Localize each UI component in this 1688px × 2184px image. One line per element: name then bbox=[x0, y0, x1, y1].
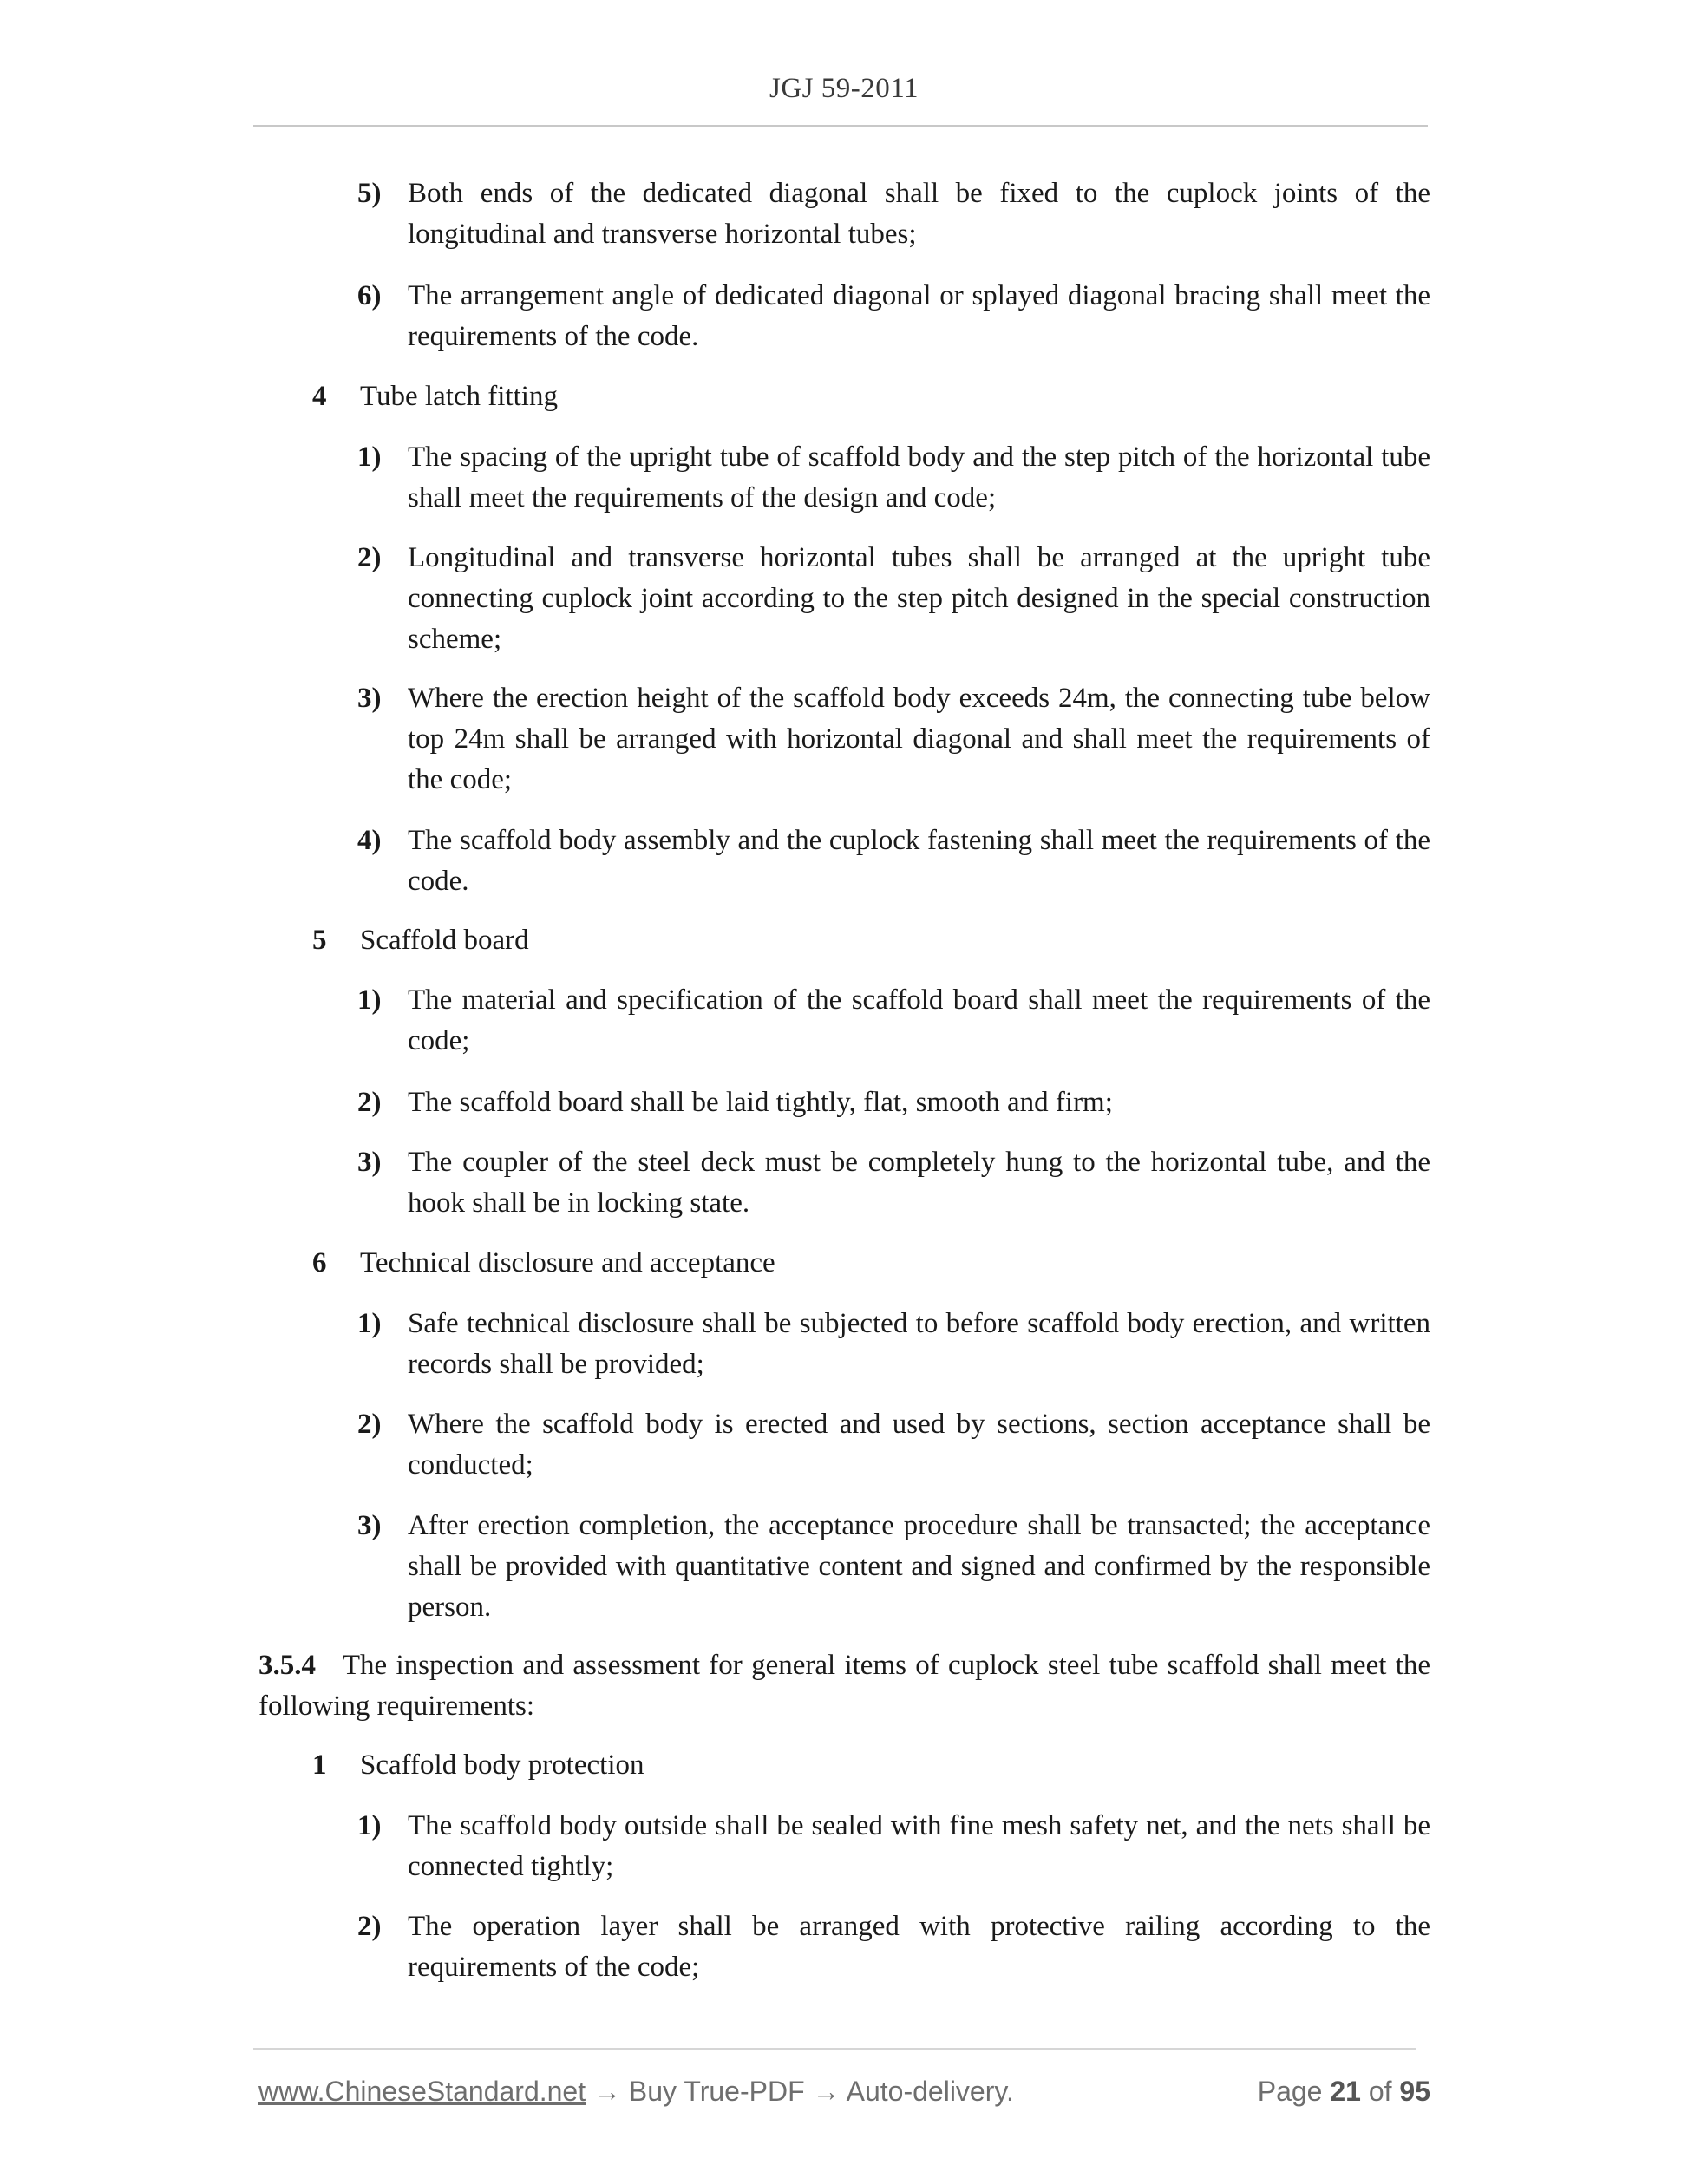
item-text: Where the scaffold body is erected and used by sections, section acceptance shall be conducted; bbox=[408, 1409, 1430, 1481]
item-text: Where the erection height of the scaffold body exceeds 24m, the connecting tube below top 24m shall be arranged with horizontal diagonal and shall meet the requirements of the code; bbox=[408, 683, 1430, 795]
item-number: 2) bbox=[357, 1911, 382, 1942]
section-heading bbox=[312, 1745, 1430, 1786]
item-text: Safe technical disclosure shall be subjected to before scaffold body erection, and written records shall be provided; bbox=[408, 1308, 1430, 1380]
item-number: 6) bbox=[357, 280, 382, 311]
item-text: The coupler of the steel deck must be completely hung to the horizontal tube, and the hook shall be in locking state. bbox=[408, 1147, 1430, 1219]
list-item bbox=[357, 821, 1430, 902]
item-number: 5) bbox=[357, 178, 382, 209]
list-item bbox=[357, 538, 1430, 660]
section-number: 1 bbox=[312, 1749, 327, 1781]
item-number: 1) bbox=[357, 1308, 382, 1339]
list-item bbox=[357, 1082, 1430, 1123]
item-text: The scaffold body assembly and the cuplock fastening shall meet the requirements of the code. bbox=[408, 825, 1430, 897]
promo-text: → Buy True-PDF → Auto-delivery. bbox=[593, 2076, 1014, 2107]
item-text: The spacing of the upright tube of scaffold body and the step pitch of the horizontal tube shall meet the requirements of the design and code; bbox=[408, 441, 1430, 513]
header-divider bbox=[253, 125, 1428, 127]
page-footer bbox=[258, 2076, 1430, 2114]
running-header: JGJ 59-2011 bbox=[769, 73, 919, 104]
item-text: After erection completion, the acceptance procedure shall be transacted; the acceptance shall be provided with quantitative content and signed and confirmed by the responsible person. bbox=[408, 1510, 1430, 1623]
section-title: Tube latch fitting bbox=[360, 381, 558, 412]
section-heading bbox=[312, 376, 1430, 417]
list-item bbox=[357, 276, 1430, 357]
list-item bbox=[357, 1506, 1430, 1628]
section-heading bbox=[312, 1243, 1430, 1284]
list-item bbox=[357, 1906, 1430, 1988]
list-item bbox=[357, 437, 1430, 519]
section-number: 4 bbox=[312, 381, 327, 412]
item-number: 1) bbox=[357, 441, 382, 473]
clause-number: 3.5.4 bbox=[258, 1650, 316, 1681]
list-item bbox=[357, 1806, 1430, 1887]
page-total: 95 bbox=[1399, 2076, 1430, 2107]
item-text: The arrangement angle of dedicated diagonal or splayed diagonal bracing shall meet the requirements of the code. bbox=[408, 280, 1430, 352]
item-text: The scaffold body outside shall be sealed with fine mesh safety net, and the nets shall be connected tightly; bbox=[408, 1810, 1430, 1882]
page-current: 21 bbox=[1330, 2076, 1361, 2107]
clause-paragraph bbox=[258, 1645, 1430, 1727]
section-title: Scaffold body protection bbox=[360, 1749, 644, 1781]
list-item bbox=[357, 1304, 1430, 1385]
list-item bbox=[357, 980, 1430, 1062]
item-number: 1) bbox=[357, 1810, 382, 1841]
item-number: 2) bbox=[357, 1087, 382, 1118]
list-item bbox=[357, 173, 1430, 255]
item-number: 2) bbox=[357, 542, 382, 573]
item-number: 3) bbox=[357, 1147, 382, 1178]
page-label: Page bbox=[1257, 2076, 1323, 2107]
item-number: 3) bbox=[357, 1510, 382, 1541]
clause-text: The inspection and assessment for general items of cuplock steel tube scaffold shall meet the following requirements: bbox=[258, 1650, 1431, 1722]
list-item bbox=[357, 1404, 1430, 1486]
list-item bbox=[357, 1142, 1430, 1224]
section-number: 5 bbox=[312, 925, 327, 956]
page-indicator bbox=[1258, 2076, 1430, 2108]
page-of-label: of bbox=[1368, 2076, 1392, 2107]
website-link[interactable]: www.ChineseStandard.net bbox=[258, 2076, 586, 2107]
list-item bbox=[357, 678, 1430, 801]
item-number: 4) bbox=[357, 825, 382, 856]
item-text: Longitudinal and transverse horizontal tubes shall be arranged at the upright tube connecting cuplock joint according to the step pitch designed in the special construction scheme; bbox=[408, 542, 1430, 655]
item-text: The material and specification of the scaffold board shall meet the requirements of the code; bbox=[408, 984, 1430, 1056]
section-title: Technical disclosure and acceptance bbox=[360, 1247, 775, 1278]
footer-divider bbox=[253, 2048, 1416, 2050]
section-heading bbox=[312, 920, 1430, 961]
item-number: 3) bbox=[357, 683, 382, 714]
item-text: The scaffold board shall be laid tightly, flat, smooth and firm; bbox=[408, 1087, 1113, 1118]
item-number: 2) bbox=[357, 1409, 382, 1440]
item-text: The operation layer shall be arranged with protective railing according to the requirements of the code; bbox=[408, 1911, 1430, 1983]
section-title: Scaffold board bbox=[360, 925, 529, 956]
item-text: Both ends of the dedicated diagonal shall be fixed to the cuplock joints of the longitudinal and transverse horizontal tubes; bbox=[408, 178, 1430, 250]
section-number: 6 bbox=[312, 1247, 327, 1278]
item-number: 1) bbox=[357, 984, 382, 1016]
